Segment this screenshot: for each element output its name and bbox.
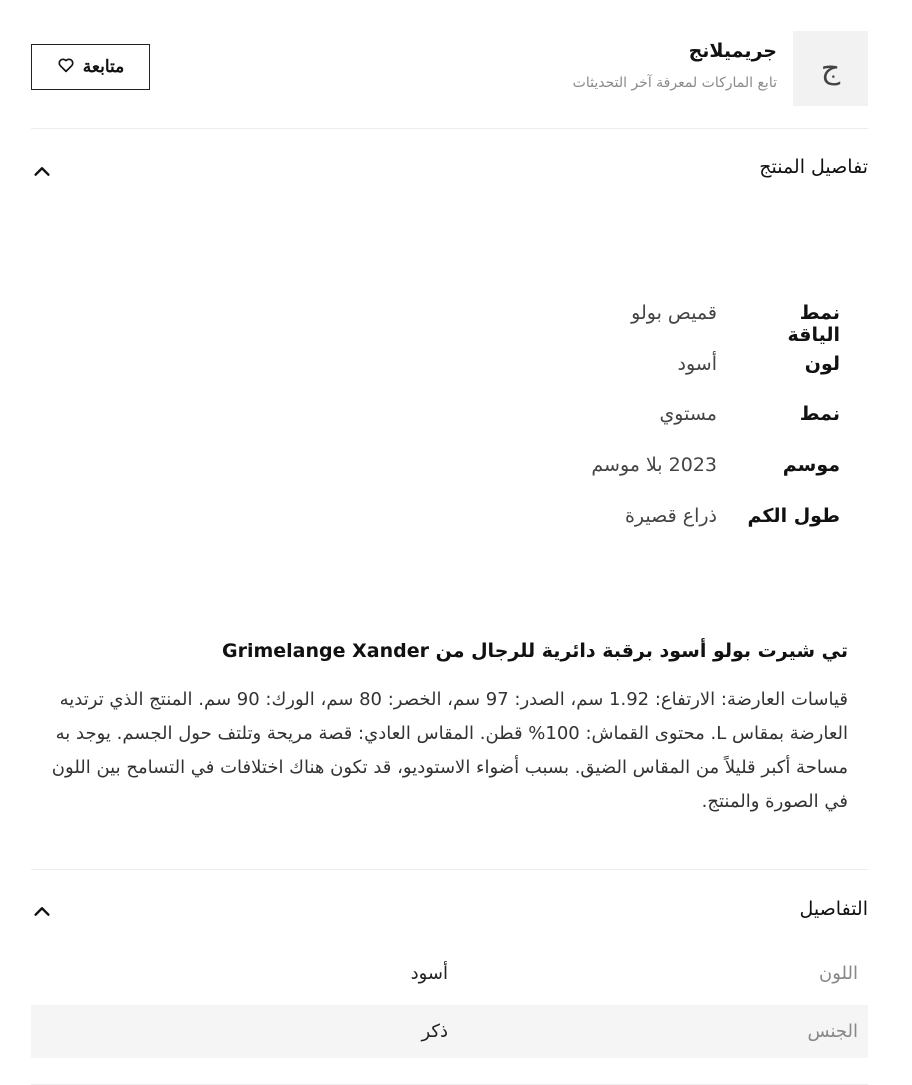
attribute-key: نمط الياقة	[787, 302, 840, 346]
attribute-key: موسم	[782, 454, 840, 476]
attribute-row	[591, 454, 840, 476]
product-details-title[interactable]: تفاصيل المنتج	[759, 156, 868, 178]
details-value: أسود	[410, 963, 448, 984]
attribute-row	[625, 505, 840, 527]
heart-icon	[57, 56, 75, 79]
details-key: الجنس	[807, 1021, 858, 1042]
attribute-key: لون	[804, 353, 840, 375]
divider	[31, 128, 868, 129]
attribute-key: نمط	[799, 403, 840, 425]
chevron-up-icon[interactable]	[31, 900, 53, 922]
attribute-value: أسود	[677, 353, 717, 375]
details-key: اللون	[819, 963, 858, 984]
attribute-value: ذراع قصيرة	[624, 505, 717, 527]
details-value: ذكر	[421, 1021, 448, 1042]
brand-subtitle: تابع الماركات لمعرفة آخر التحديثات	[572, 75, 777, 91]
product-title: تي شيرت بولو أسود برقبة دائرية للرجال من Grimelange Xander	[222, 640, 848, 662]
brand-name[interactable]: جريميلانج	[688, 40, 777, 62]
attribute-row	[678, 353, 840, 375]
attribute-value: 2023 بلا موسم	[591, 454, 717, 476]
attribute-row	[631, 302, 840, 346]
details-row	[31, 1005, 868, 1058]
follow-label: متابعة	[82, 57, 125, 76]
attribute-row	[659, 403, 840, 425]
details-row	[31, 947, 868, 1000]
details-title[interactable]: التفاصيل	[799, 898, 868, 920]
attribute-value: قميص بولو	[631, 302, 717, 324]
attribute-key: طول الكم	[747, 505, 840, 527]
divider	[31, 869, 868, 870]
follow-button[interactable]	[31, 44, 150, 90]
attribute-value: مستوي	[659, 403, 717, 425]
chevron-up-icon[interactable]	[31, 160, 53, 182]
brand-avatar-letter: ج	[820, 51, 841, 86]
product-description: قياسات العارضة: الارتفاع: 1.92 سم، الصدر: 97 سم، الخصر: 80 سم، الورك: 90 سم. المنتج الذي ترتديه العارضة بمقاس L. محتوى القماش: 100% قطن. المقاس العادي: قصة مريحة وتلتف حول الجسم. يوجد به مساحة أكبر قليلاً من المقاس الضيق. بسبب أضواء الاستوديو، قد تكون هناك اختلافات في التسامح بين اللون في الصورة والمنتج.	[51, 689, 848, 812]
brand-avatar[interactable]	[793, 31, 868, 106]
